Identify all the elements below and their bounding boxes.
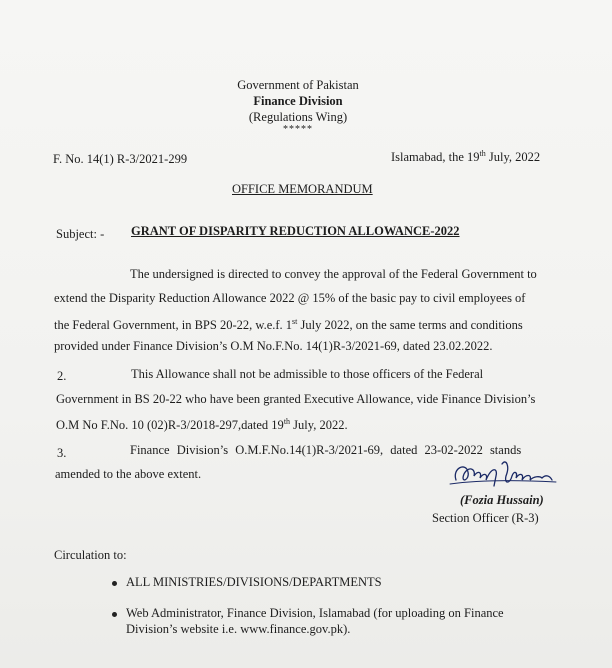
signatory-title: Section Officer (R-3) [432, 511, 539, 525]
para2-number: 2. [57, 369, 67, 383]
header-wing: (Regulations Wing) [248, 110, 348, 124]
bullet-icon [112, 612, 117, 617]
signature-icon [448, 454, 558, 494]
circulation-item-continuation: Division’s website i.e. www.finance.gov.pk). [126, 622, 351, 636]
para2-line3: O.M No F.No. 10 (02)R-3/2018-297,dated 19th July, 2022. [56, 417, 348, 433]
signatory-name: (Fozia Hussain) [460, 493, 544, 507]
header-stars: ***** [283, 124, 313, 135]
para3-number: 3. [57, 446, 67, 460]
subject-text: GRANT OF DISPARITY REDUCTION ALLOWANCE-2022 [131, 224, 460, 238]
para3-line2: amended to the above extent. [55, 467, 202, 481]
bullet-icon [112, 581, 117, 586]
header-government: Government of Pakistan [237, 78, 359, 92]
para1-line2: extend the Disparity Reduction Allowance 2022 @ 15% of the basic pay to civil employees of [54, 291, 526, 305]
file-number: F. No. 14(1) R-3/2021-299 [53, 152, 188, 166]
memo-date: Islamabad, the 19th July, 2022 [391, 149, 541, 165]
circulation-label: Circulation to: [54, 548, 127, 562]
para3-line1: Finance Division’s O.M.F.No.14(1)R-3/2021-69, dated 23-02-2022 stands [130, 443, 522, 457]
para1-line4: provided under Finance Division’s O.M No.F.No. 14(1)R-3/2021-69, dated 23.02.2022. [54, 339, 493, 353]
para2-line2: Government in BS 20-22 who have been granted Executive Allowance, vide Finance Division’s [56, 392, 536, 406]
memo-title: OFFICE MEMORANDUM [232, 182, 373, 196]
para2-line1: This Allowance shall not be admissible to those officers of the Federal [131, 367, 484, 381]
circulation-item: ALL MINISTRIES/DIVISIONS/DEPARTMENTS [112, 575, 382, 590]
circulation-item: Web Administrator, Finance Division, Islamabad (for uploading on Finance [112, 606, 504, 621]
para1-line3: the Federal Government, in BPS 20-22, w.e.f. 1st July 2022, on the same terms and conditions [54, 317, 523, 333]
para1-line1: The undersigned is directed to convey the approval of the Federal Government to [130, 267, 537, 281]
header-division: Finance Division [253, 94, 343, 108]
subject-label: Subject: - [56, 227, 105, 241]
